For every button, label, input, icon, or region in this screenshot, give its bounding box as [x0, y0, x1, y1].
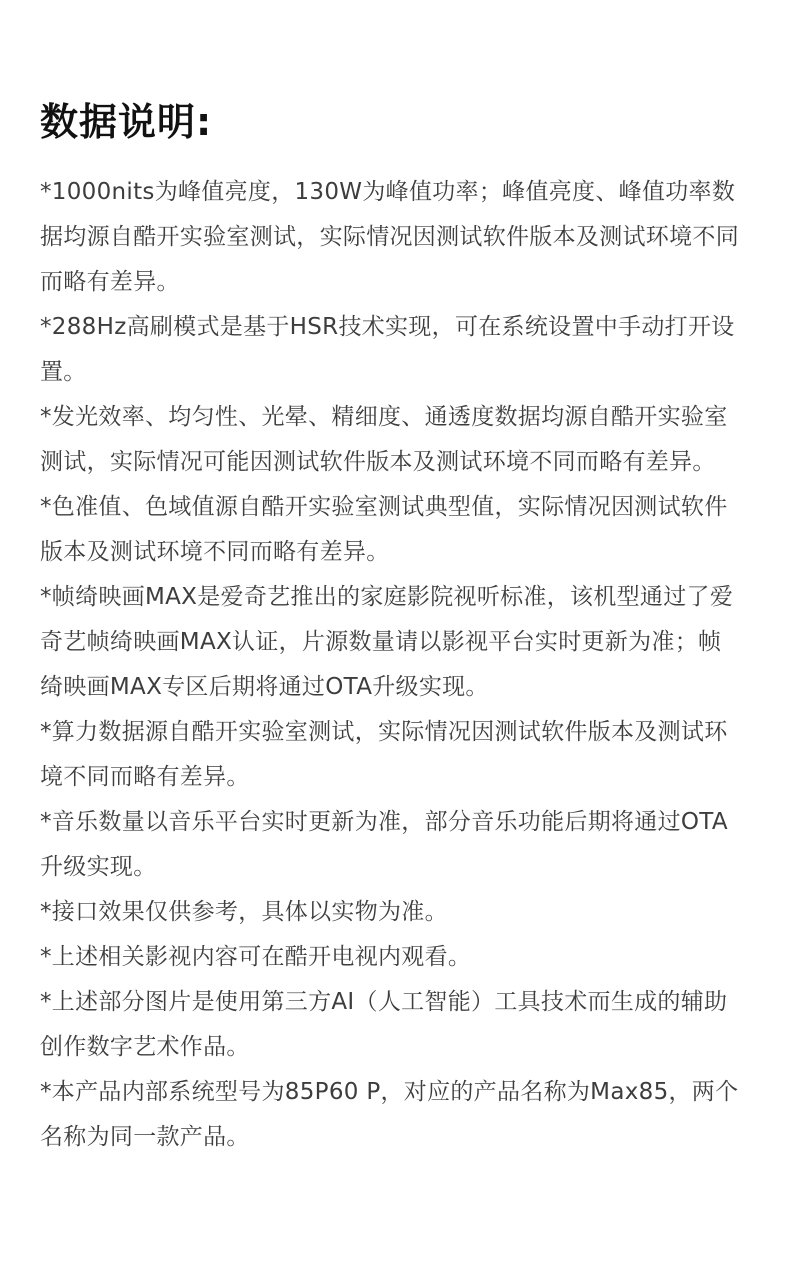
note-item: *本产品内部系统型号为85P60 P，对应的产品名称为Max85，两个名称为同一款产品。	[40, 1079, 739, 1150]
note-item: *288Hz高刷模式是基于HSR技术实现，可在系统设置中手动打开设置。	[40, 314, 735, 385]
note-item: *发光效率、均匀性、光晕、精细度、通透度数据均源自酷开实验室测试，实际情况可能因测试软件版本及测试环境不同而略有差异。	[40, 404, 728, 475]
note-item: *帧绮映画MAX是爱奇艺推出的家庭影院视听标准，该机型通过了爱奇艺帧绮映画MAX认证，片源数量请以影视平台实时更新为准；帧绮映画MAX专区后期将通过OTA升级实现。	[40, 584, 734, 700]
note-item: *算力数据源自酷开实验室测试，实际情况因测试软件版本及测试环境不同而略有差异。	[40, 719, 728, 790]
note-item: *上述相关影视内容可在酷开电视内观看。	[40, 944, 472, 970]
note-item: *上述部分图片是使用第三方AI（人工智能）工具技术而生成的辅助创作数字艺术作品。	[40, 989, 728, 1060]
note-item: *色准值、色域值源自酷开实验室测试典型值，实际情况因测试软件版本及测试环境不同而略有差异。	[40, 494, 728, 565]
note-item: *1000nits为峰值亮度，130W为峰值功率；峰值亮度、峰值功率数据均源自酷开实验室测试，实际情况因测试软件版本及测试环境不同而略有差异。	[40, 179, 739, 295]
notes-list	[40, 170, 740, 1160]
note-item: *接口效果仅供参考，具体以实物为准。	[40, 899, 448, 925]
note-item: *音乐数量以音乐平台实时更新为准，部分音乐功能后期将通过OTA升级实现。	[40, 809, 728, 880]
section-title: 数据说明:	[40, 100, 213, 144]
disclaimer-section	[40, 96, 740, 1160]
